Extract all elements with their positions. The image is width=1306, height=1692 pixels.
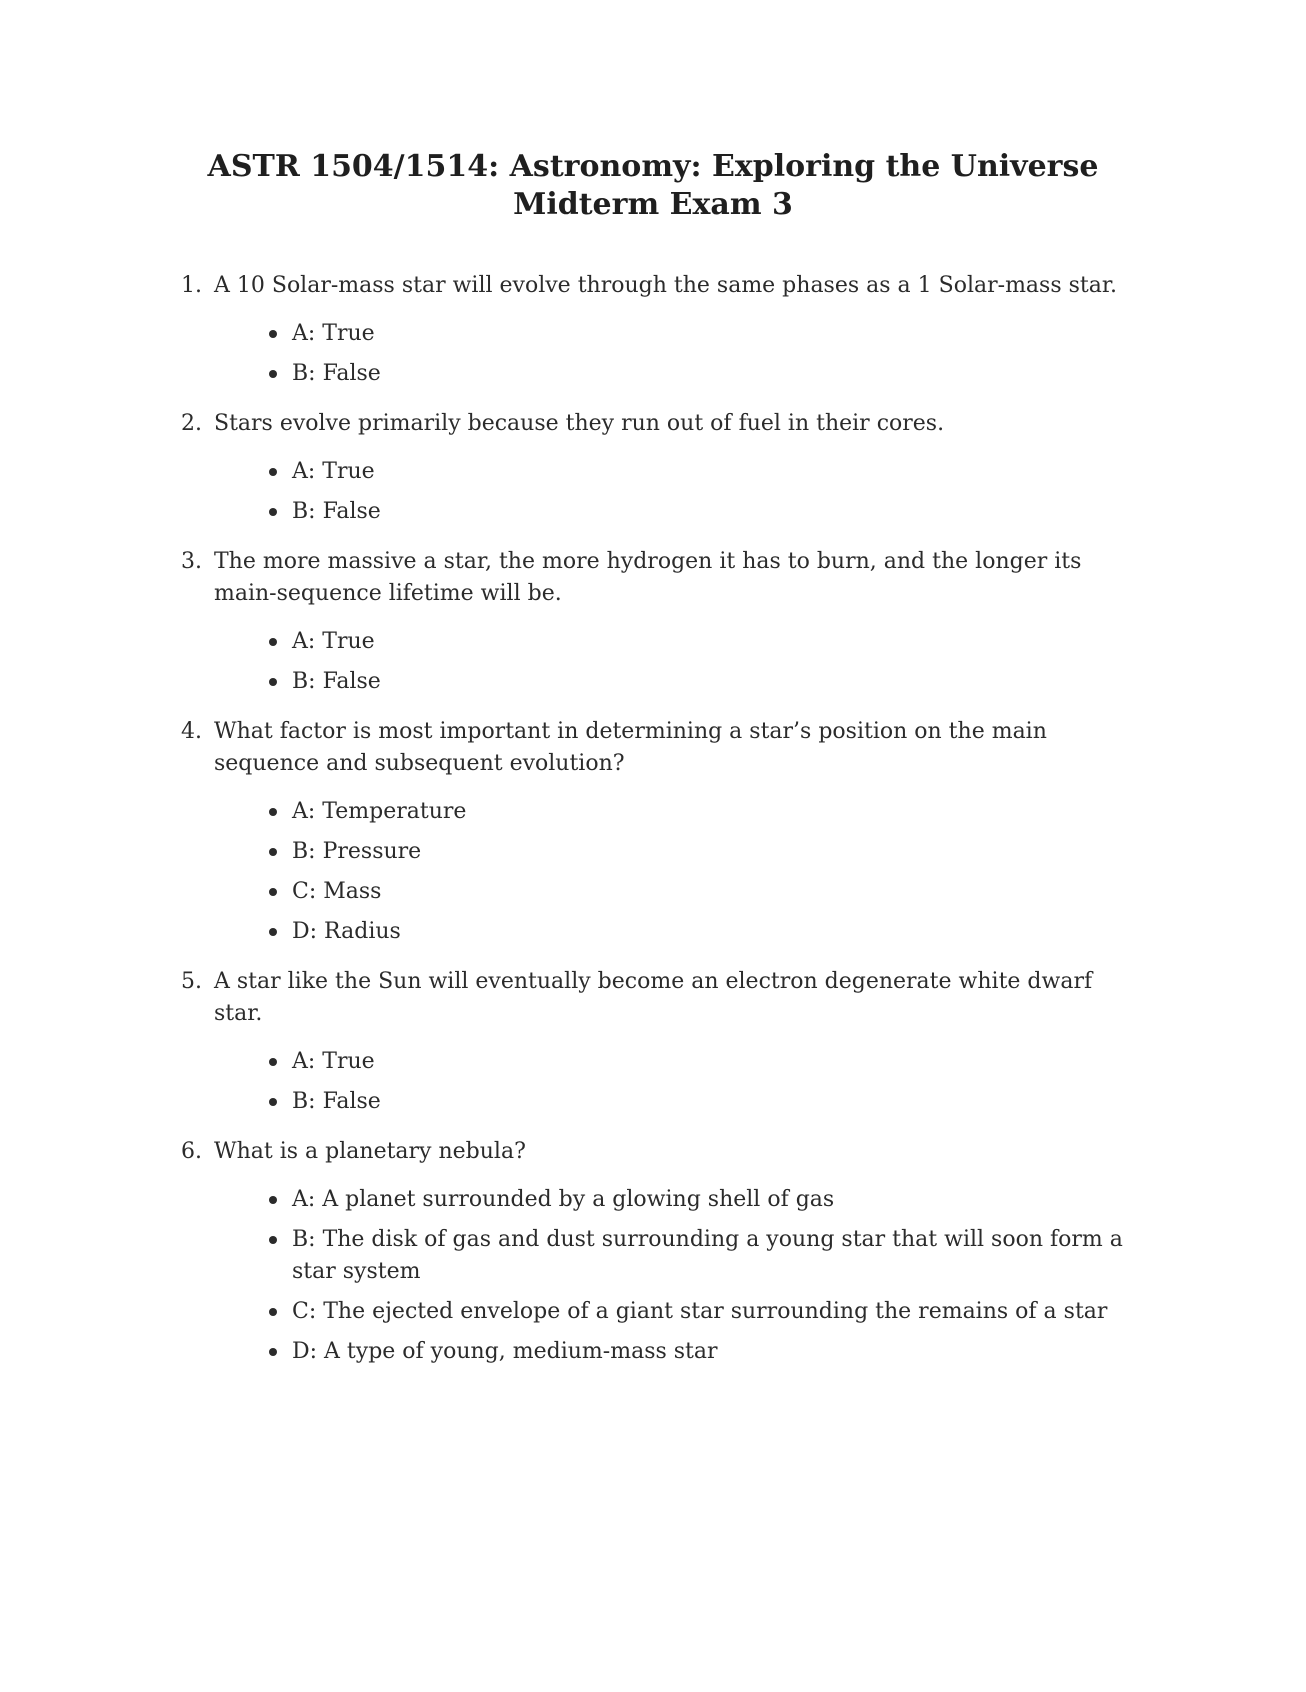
bullet-icon xyxy=(269,370,277,378)
option-list xyxy=(214,318,1141,390)
question-number: 3. xyxy=(181,549,202,574)
question-1 xyxy=(181,270,1141,390)
option-item xyxy=(269,1296,1141,1328)
option-item xyxy=(269,876,1141,908)
option-text: B: False xyxy=(292,499,381,524)
bullet-icon xyxy=(269,1098,277,1106)
option-item xyxy=(269,916,1141,948)
exam-name: Midterm Exam 3 xyxy=(513,187,793,222)
bullet-icon xyxy=(269,468,277,476)
option-item xyxy=(269,1336,1141,1368)
question-text: What factor is most important in determining a star’s position on the main sequence and subsequent evolution? xyxy=(214,719,1047,776)
bullet-icon xyxy=(269,808,277,816)
question-text: A 10 Solar-mass star will evolve through the same phases as a 1 Solar-mass star. xyxy=(214,273,1117,298)
bullet-icon xyxy=(269,1058,277,1066)
option-list xyxy=(214,1184,1141,1368)
option-text: C: Mass xyxy=(292,879,382,904)
option-item xyxy=(269,796,1141,828)
bullet-icon xyxy=(269,1236,277,1244)
option-text: C: The ejected envelope of a giant star surrounding the remains of a star xyxy=(292,1299,1108,1324)
option-text: D: Radius xyxy=(292,919,401,944)
bullet-icon xyxy=(269,1196,277,1204)
bullet-icon xyxy=(269,928,277,936)
question-2 xyxy=(181,408,1141,528)
question-number: 6. xyxy=(181,1139,202,1164)
question-4 xyxy=(181,716,1141,948)
option-item xyxy=(269,1046,1141,1078)
option-item xyxy=(269,456,1141,488)
option-text: A: Temperature xyxy=(292,799,467,824)
option-list xyxy=(214,626,1141,698)
option-list xyxy=(214,1046,1141,1118)
question-text: A star like the Sun will eventually become an electron degenerate white dwarf star. xyxy=(214,969,1093,1026)
option-item xyxy=(269,1086,1141,1118)
bullet-icon xyxy=(269,638,277,646)
option-text: B: False xyxy=(292,1089,381,1114)
bullet-icon xyxy=(269,1308,277,1316)
option-item xyxy=(269,1184,1141,1216)
question-list xyxy=(181,270,1141,1386)
option-text: B: False xyxy=(292,669,381,694)
option-text: A: True xyxy=(292,1049,375,1074)
question-number: 5. xyxy=(181,969,202,994)
course-title: ASTR 1504/1514: Astronomy: Exploring the Universe xyxy=(207,149,1099,184)
question-6 xyxy=(181,1136,1141,1368)
option-item xyxy=(269,358,1141,390)
question-number: 1. xyxy=(181,273,202,298)
option-item xyxy=(269,318,1141,350)
option-text: A: True xyxy=(292,459,375,484)
question-text: Stars evolve primarily because they run out of fuel in their cores. xyxy=(214,411,945,436)
option-text: A: A planet surrounded by a glowing shell of gas xyxy=(292,1187,835,1212)
exam-title xyxy=(0,148,1306,224)
question-text: The more massive a star, the more hydrogen it has to burn, and the longer its main-sequence lifetime will be. xyxy=(214,549,1082,606)
option-item xyxy=(269,836,1141,868)
option-list xyxy=(214,796,1141,948)
question-text: What is a planetary nebula? xyxy=(214,1139,526,1164)
bullet-icon xyxy=(269,330,277,338)
option-text: B: Pressure xyxy=(292,839,422,864)
option-text: A: True xyxy=(292,321,375,346)
question-3 xyxy=(181,546,1141,698)
option-item xyxy=(269,496,1141,528)
option-item xyxy=(269,1224,1141,1288)
question-number: 2. xyxy=(181,411,202,436)
bullet-icon xyxy=(269,678,277,686)
option-text: B: The disk of gas and dust surrounding a young star that will soon form a star system xyxy=(292,1227,1123,1284)
option-item xyxy=(269,626,1141,658)
option-item xyxy=(269,666,1141,698)
question-number: 4. xyxy=(181,719,202,744)
question-5 xyxy=(181,966,1141,1118)
option-text: A: True xyxy=(292,629,375,654)
bullet-icon xyxy=(269,848,277,856)
bullet-icon xyxy=(269,888,277,896)
option-list xyxy=(214,456,1141,528)
bullet-icon xyxy=(269,1348,277,1356)
option-text: B: False xyxy=(292,361,381,386)
option-text: D: A type of young, medium-mass star xyxy=(292,1339,718,1364)
bullet-icon xyxy=(269,508,277,516)
